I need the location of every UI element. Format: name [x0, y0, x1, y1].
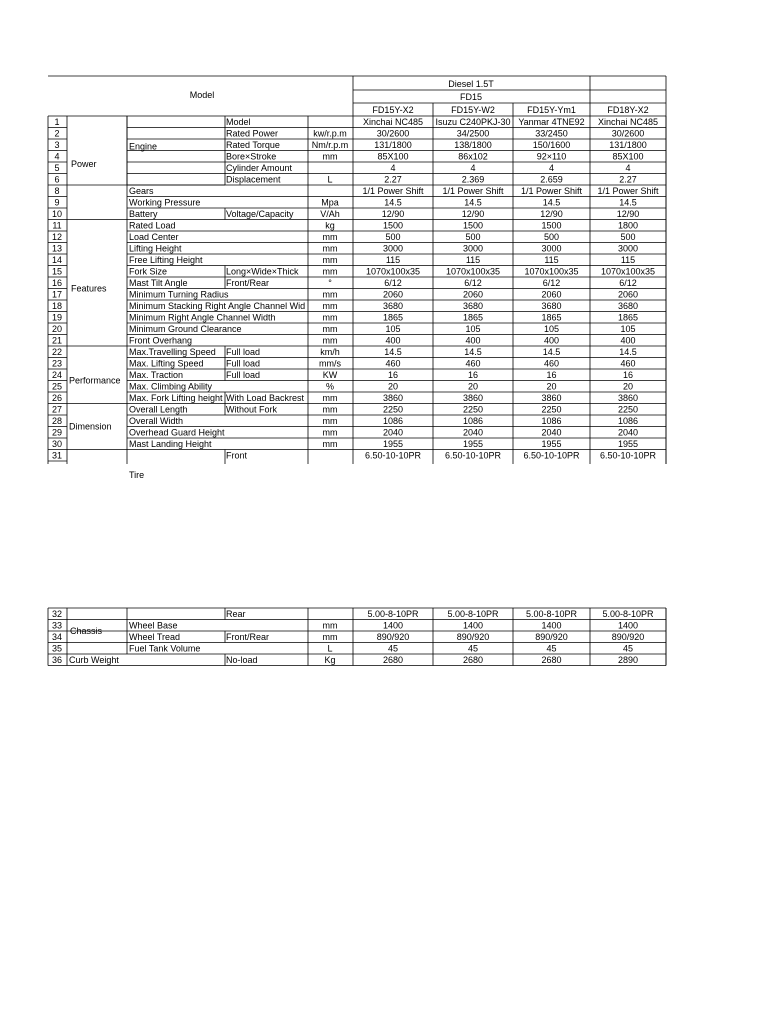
row-number: 20 [51, 324, 63, 334]
row-value: 4 [390, 163, 396, 173]
row-value: 45 [387, 643, 399, 654]
row-number: 9 [54, 197, 60, 208]
row-unit: % [325, 381, 335, 392]
row-value: 6/12 [542, 278, 561, 288]
row-number: 23 [51, 358, 63, 369]
row-value: 2060 [462, 289, 484, 300]
row-value: 1070x100x35 [600, 266, 656, 277]
row-value: 150/1600 [532, 140, 571, 150]
row-unit: mm [322, 243, 338, 254]
row-unit: mm [322, 335, 338, 346]
row-value: 3680 [382, 301, 404, 311]
row-number: 26 [51, 393, 63, 403]
row-item: Max. Traction [129, 370, 184, 380]
row-value: 1400 [382, 620, 404, 631]
row-value: 2040 [617, 427, 639, 438]
row-value: 115 [465, 255, 481, 265]
row-value: 3680 [462, 301, 484, 311]
row-value: 2.27 [384, 174, 402, 185]
row-value: 4 [470, 163, 476, 173]
row-number: 6 [54, 174, 60, 185]
row-value: 14.5 [464, 197, 482, 208]
row-value: 1500 [382, 220, 404, 231]
row-value: 3860 [617, 393, 639, 403]
row-number: 33 [51, 620, 63, 631]
row-value: 45 [546, 643, 557, 654]
row-unit: mm [322, 416, 338, 426]
row-value: 1955 [382, 439, 404, 449]
row-value: 3860 [382, 393, 404, 403]
row-unit: L [327, 174, 333, 185]
row-value: 2250 [382, 404, 404, 415]
row-value: 1865 [462, 312, 484, 323]
row-item: Minimum Right Angle Channel Width [129, 312, 276, 323]
row-value: 30/2600 [611, 128, 645, 139]
model-column-header: FD18Y-X2 [607, 105, 649, 115]
row-value: 5.00-8-10PR [525, 609, 578, 619]
row-value: 1955 [541, 439, 562, 449]
row-value: 6/12 [384, 278, 402, 288]
row-number: 30 [51, 439, 63, 449]
row-value: 12/90 [461, 209, 485, 219]
row-number: 36 [51, 655, 63, 665]
row-value: 1086 [462, 416, 484, 426]
row-value: 1/1 Power Shift [362, 186, 424, 196]
row-value: 2680 [382, 655, 404, 665]
row-item: Free Lifting Height [129, 255, 203, 265]
row-unit: kg [325, 220, 335, 231]
row-unit: mm [322, 632, 338, 642]
row-number: 34 [51, 632, 63, 642]
row-value: 14.5 [384, 197, 402, 208]
row-unit: mm [322, 312, 338, 323]
row-value: 115 [385, 255, 401, 265]
row-value: 138/1800 [454, 140, 492, 150]
row-number: 13 [51, 243, 63, 254]
row-unit: mm/s [319, 358, 341, 369]
row-value: 4 [548, 163, 555, 173]
row-value: 12/90 [381, 209, 405, 219]
row-value: 92×110 [536, 151, 567, 162]
row-value: 14.5 [542, 197, 561, 208]
row-sub-item: Cylinder Amount [226, 163, 293, 173]
row-value: 1400 [617, 620, 639, 631]
spec-table-part-1 [0, 76, 768, 480]
row-value: 2060 [382, 289, 404, 300]
row-sub-item: Full load [226, 370, 261, 380]
row-number: 28 [51, 416, 63, 426]
row-item: Front Overhang [129, 335, 193, 346]
row-unit: mm [322, 404, 338, 415]
row-value: 20 [387, 381, 399, 392]
row-value: 16 [467, 370, 479, 380]
row-item: Max. Fork Lifting height [129, 393, 223, 403]
row-number: 31 [51, 450, 63, 461]
row-unit: km/h [320, 347, 340, 357]
row-value: 500 [620, 232, 636, 242]
row-sub-item: Front [226, 450, 248, 461]
row-value: 1/1 Power Shift [520, 186, 583, 196]
row-value: 4 [625, 163, 631, 173]
row-value: 500 [543, 232, 560, 242]
row-value: 1086 [382, 416, 404, 426]
row-value: 460 [385, 358, 401, 369]
row-unit: Nm/r.p.m [311, 140, 349, 150]
row-value: 2060 [617, 289, 639, 300]
row-value: 1070x100x35 [445, 266, 501, 277]
row-sub-item: Rated Power [226, 128, 279, 139]
row-sub-item: Bore×Stroke [226, 151, 277, 162]
row-value: 5.00-8-10PR [602, 609, 654, 619]
row-value: 20 [546, 381, 557, 392]
row-value: 6.50-10-10PR [444, 450, 502, 461]
row-item: Overhead Guard Height [129, 427, 225, 438]
row-item: Working Pressure [129, 197, 201, 208]
row-sub-item: Rated Torque [226, 140, 280, 150]
row-value: 1070x100x35 [365, 266, 421, 277]
row-unit: mm [322, 266, 338, 277]
row-unit: mm [322, 255, 338, 265]
row-sub-item: Voltage/Capacity [226, 209, 294, 219]
row-number: 32 [51, 609, 63, 619]
row-value: 460 [543, 358, 560, 369]
row-value: 16 [546, 370, 557, 380]
row-item: Max. Climbing Ability [129, 381, 213, 392]
row-value: 2250 [617, 404, 639, 415]
row-item: Minimum Turning Radius [129, 289, 229, 300]
row-number: 15 [51, 266, 63, 277]
row-value: 2040 [541, 427, 562, 438]
row-unit: mm [322, 289, 338, 300]
model-column-header: FD15Y-Ym1 [527, 105, 576, 115]
row-value: 2.369 [461, 174, 485, 185]
row-sub-item: Without Fork [226, 404, 278, 415]
row-value: 14.5 [619, 347, 637, 357]
row-number: 21 [51, 335, 63, 346]
model-column-header: FD15Y-X2 [372, 105, 414, 115]
row-item: Lifting Height [129, 243, 182, 254]
row-value: 5.00-8-10PR [447, 609, 499, 619]
row-number: 24 [51, 370, 63, 380]
row-value: 20 [622, 381, 634, 392]
row-value: 2250 [541, 404, 562, 415]
row-value: 14.5 [464, 347, 482, 357]
model-column-header: FD15Y-W2 [451, 105, 495, 115]
row-number: 1 [54, 117, 60, 127]
series-header: FD15 [459, 92, 483, 102]
row-value: 2040 [382, 427, 404, 438]
row-unit: mm [322, 620, 338, 631]
row-sub-item: Long×Wide×Thick [226, 266, 299, 277]
row-value: 890/920 [456, 632, 490, 642]
row-item: Mast Landing Height [129, 439, 212, 449]
row-sub-item: Front/Rear [226, 278, 270, 288]
row-value: 12/90 [616, 209, 640, 219]
row-unit: L [327, 643, 333, 654]
group-curb-weight: Curb Weight [69, 655, 119, 665]
row-number: 12 [51, 232, 63, 242]
row-value: 105 [620, 324, 636, 334]
row-value: 500 [465, 232, 481, 242]
row-value: 2.659 [540, 174, 563, 185]
row-value: 1070x100x35 [524, 266, 579, 277]
row-unit: mm [322, 232, 338, 242]
row-item: Max.Travelling Speed [129, 347, 216, 357]
row-item: Load Center [129, 232, 179, 242]
row-value: 1/1 Power Shift [442, 186, 504, 196]
row-value: 3680 [617, 301, 639, 311]
row-value: 115 [620, 255, 636, 265]
row-unit: ° [328, 278, 332, 288]
row-value: 1500 [541, 220, 562, 231]
row-number: 18 [51, 301, 63, 311]
row-value: 86x102 [458, 151, 488, 162]
row-value: 1086 [541, 416, 562, 426]
row-unit: Kg [324, 655, 336, 665]
row-value: 16 [387, 370, 399, 380]
row-value: 1500 [462, 220, 484, 231]
row-unit: mm [322, 427, 338, 438]
row-value: 2250 [462, 404, 484, 415]
row-value: 2890 [617, 655, 639, 665]
group-power: Power [71, 159, 97, 169]
group-features: Features [71, 283, 107, 294]
row-unit: KW [322, 370, 338, 380]
row-value: 3860 [541, 393, 562, 403]
row-value: 890/920 [611, 632, 645, 642]
row-number: 16 [51, 278, 63, 288]
row-sub-item: Full load [226, 358, 261, 369]
row-number: 27 [51, 404, 63, 415]
row-unit: kw/r.p.m [313, 128, 347, 139]
row-item: Battery [129, 209, 158, 219]
row-value: 3000 [462, 243, 484, 254]
fuel-header: Diesel 1.5T [448, 79, 494, 89]
row-value: 105 [385, 324, 401, 334]
row-value: 1955 [462, 439, 484, 449]
row-number: 29 [51, 427, 63, 438]
row-value: 890/920 [535, 632, 568, 642]
row-number: 17 [51, 289, 63, 300]
row-value: 3000 [617, 243, 639, 254]
row-number: 8 [54, 186, 60, 196]
group-chassis: Chassis [70, 626, 103, 636]
row-value: 500 [385, 232, 401, 242]
row-value: 460 [465, 358, 481, 369]
row-item: Wheel Base [129, 620, 178, 631]
row-value: 1086 [617, 416, 639, 426]
group-engine: Engine [129, 141, 158, 152]
row-item: Fork Size [129, 266, 168, 277]
row-sub-item: Rear [226, 609, 246, 619]
row-value: 16 [622, 370, 634, 380]
row-sub-item: Model [226, 117, 251, 127]
row-value: 2680 [541, 655, 562, 665]
row-value: 1865 [382, 312, 404, 323]
row-value: 1865 [617, 312, 639, 323]
row-value: 5.00-8-10PR [367, 609, 419, 619]
row-number: 22 [51, 347, 63, 357]
row-value: 2.27 [619, 174, 637, 185]
row-item: Minimum Ground Clearance [129, 324, 242, 334]
spec-table-grid-2 [0, 606, 768, 670]
row-unit: mm [322, 301, 338, 311]
row-number: 25 [51, 381, 63, 392]
row-value: 1400 [462, 620, 484, 631]
row-value: Isuzu C240PKJ-30 [435, 117, 511, 127]
row-value: Yanmar 4TNE92 [518, 117, 585, 127]
row-unit: mm [322, 324, 338, 334]
row-unit: mm [322, 393, 338, 403]
row-value: 400 [465, 335, 481, 346]
row-sub-item: With Load Backrest [226, 393, 305, 403]
row-value: 3680 [541, 301, 562, 311]
row-number: 19 [51, 312, 63, 323]
row-value: 131/1800 [374, 140, 412, 150]
row-item: Wheel Tread [129, 632, 181, 642]
row-value: 85X100 [612, 151, 644, 162]
row-value: 6/12 [464, 278, 482, 288]
row-number: 14 [51, 255, 63, 265]
row-value: 131/1800 [609, 140, 647, 150]
row-value: 20 [467, 381, 479, 392]
row-unit: V/Ah [320, 209, 340, 219]
row-value: 6.50-10-10PR [523, 450, 580, 461]
row-sub-item: No-load [226, 655, 258, 665]
row-value: 460 [620, 358, 636, 369]
row-value: 1955 [617, 439, 639, 449]
row-item: Overall Length [129, 404, 188, 415]
row-sub-item: Full load [226, 347, 261, 357]
row-value: 2060 [541, 289, 562, 300]
row-value: 3000 [541, 243, 562, 254]
row-value: 1865 [541, 312, 562, 323]
row-value: 12/90 [540, 209, 563, 219]
row-value: 6.50-10-10PR [364, 450, 422, 461]
row-value: 45 [467, 643, 479, 654]
row-number: 35 [51, 643, 63, 654]
row-value: 105 [543, 324, 560, 334]
row-sub-item: Front/Rear [226, 632, 270, 642]
row-number: 11 [52, 220, 62, 231]
row-item: Gears [129, 186, 154, 196]
row-number: 2 [54, 128, 60, 139]
row-value: 6.50-10-10PR [599, 450, 657, 461]
group-dimension: Dimension [69, 421, 112, 432]
row-value: 34/2500 [456, 128, 490, 139]
row-item: Mast Tilt Angle [129, 278, 188, 288]
row-value: 1/1 Power Shift [597, 186, 659, 196]
row-value: 85X100 [377, 151, 409, 162]
row-value: 3860 [462, 393, 484, 403]
row-unit: mm [322, 151, 338, 162]
row-item: Rated Load [129, 220, 176, 231]
row-number: 3 [54, 140, 60, 150]
row-value: 400 [385, 335, 401, 346]
row-value: 14.5 [542, 347, 561, 357]
row-number: 5 [54, 163, 60, 173]
row-value: 14.5 [619, 197, 637, 208]
row-unit: mm [322, 439, 338, 449]
row-value: 890/920 [376, 632, 410, 642]
row-value: 1800 [617, 220, 639, 231]
row-unit: Mpa [321, 197, 339, 208]
row-value: 115 [544, 255, 559, 265]
row-sub-item: Displacement [226, 174, 281, 185]
row-value: 45 [622, 643, 634, 654]
spec-table-part-2 [0, 606, 768, 670]
row-item: Fuel Tank Volume [129, 643, 201, 654]
row-value: Xinchai NC485 [597, 117, 659, 127]
row-value: 400 [543, 335, 560, 346]
row-value: 105 [465, 324, 481, 334]
row-number: 4 [54, 151, 60, 162]
group-tire: Tire [129, 470, 145, 480]
row-value: Xinchai NC485 [362, 117, 424, 127]
row-value: 2680 [462, 655, 484, 665]
group-performance: Performance [69, 375, 121, 386]
spec-table-grid-1 [0, 76, 768, 480]
model-header: Model [189, 90, 215, 100]
row-value: 2040 [462, 427, 484, 438]
row-value: 33/2450 [535, 128, 568, 139]
row-item: Max. Lifting Speed [129, 358, 204, 369]
row-value: 14.5 [384, 347, 402, 357]
row-item: Overall Width [129, 416, 184, 426]
row-value: 6/12 [619, 278, 637, 288]
row-item: Minimum Stacking Right Angle Channel Wid [129, 301, 306, 311]
row-value: 400 [620, 335, 636, 346]
row-value: 3000 [382, 243, 404, 254]
row-value: 30/2600 [376, 128, 410, 139]
row-number: 10 [51, 209, 63, 219]
row-value: 1400 [541, 620, 562, 631]
